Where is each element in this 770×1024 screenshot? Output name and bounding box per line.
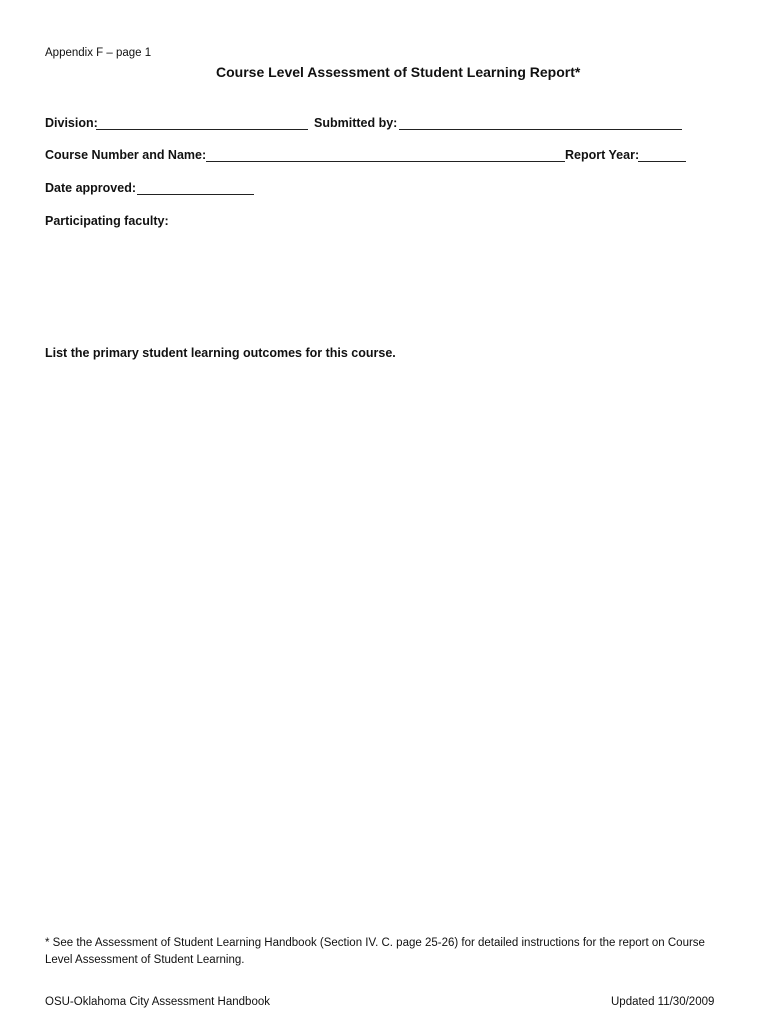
participating-faculty-label: Participating faculty: [45,214,169,228]
date-approved-field[interactable] [137,194,254,195]
submitted-by-label: Submitted by: [314,116,398,130]
date-approved-label: Date approved: [45,181,136,195]
participating-faculty-area[interactable] [45,234,725,339]
course-number-name-label: Course Number and Name: [45,148,207,162]
division-field[interactable] [96,129,308,130]
appendix-label: Appendix F – page 1 [45,47,152,59]
submitted-by-field[interactable] [399,129,682,130]
footer-handbook-title: OSU-Oklahoma City Assessment Handbook [45,996,270,1008]
division-label: Division: [45,116,98,130]
footer-updated-date: Updated 11/30/2009 [611,996,715,1008]
course-number-name-field[interactable] [206,161,565,162]
report-year-label: Report Year: [565,148,640,162]
footnote-line-2: Level Assessment of Student Learning. [45,954,245,966]
learning-outcomes-area[interactable] [45,368,725,928]
report-year-field[interactable] [638,161,686,162]
learning-outcomes-prompt: List the primary student learning outcomes for this course. [45,346,396,360]
footnote-line-1: * See the Assessment of Student Learning Handbook (Section IV. C. page 25-26) for detailed instructions for the report on Course [45,937,705,949]
page-title: Course Level Assessment of Student Learning Report* [216,64,581,80]
